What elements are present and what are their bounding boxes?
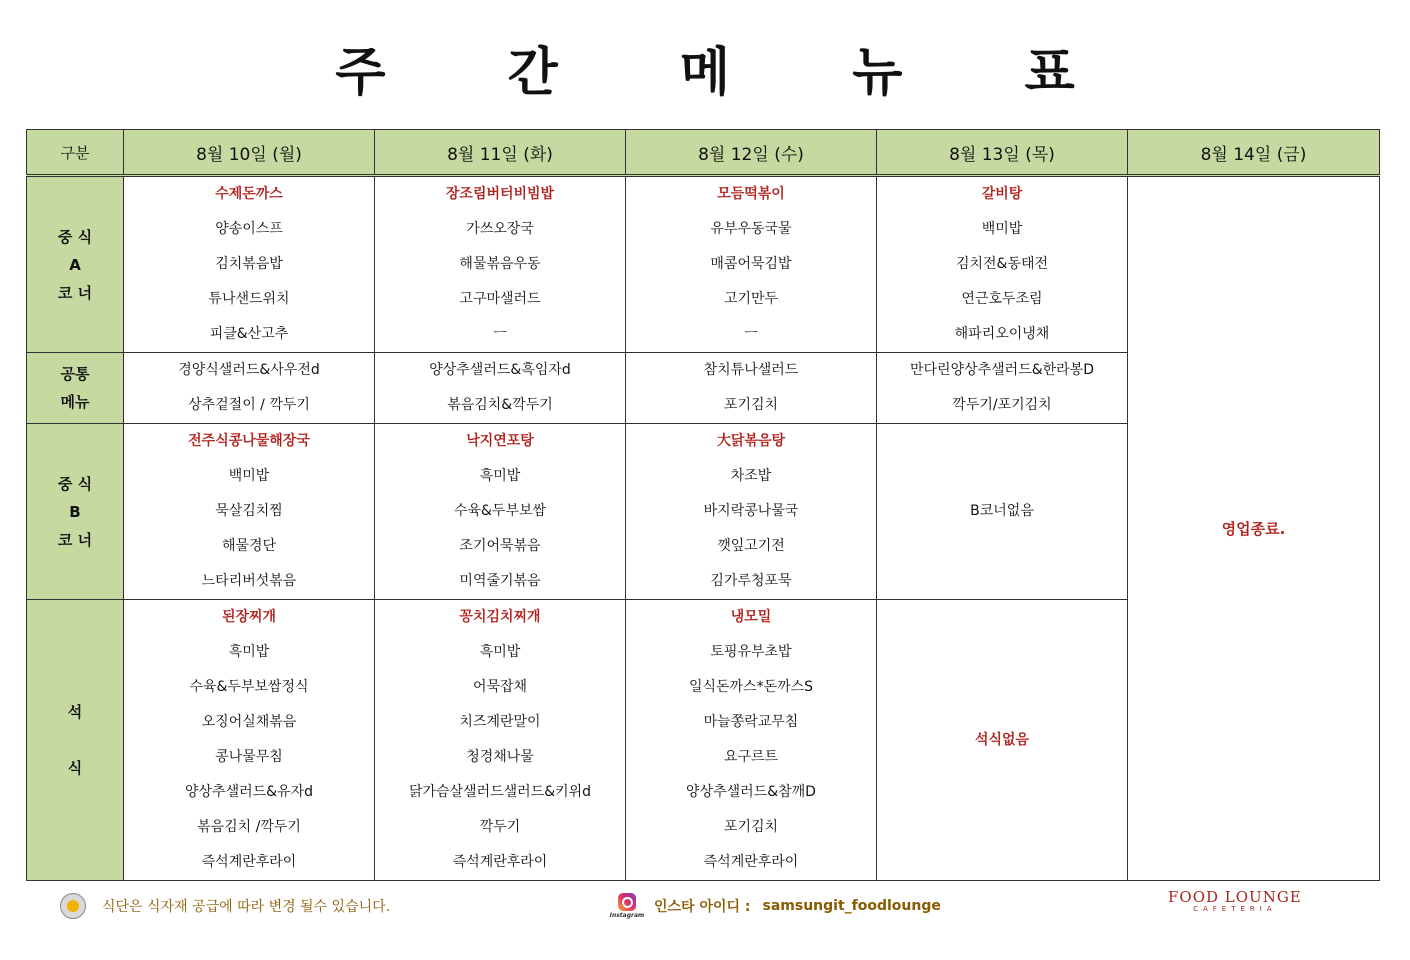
label-line: A [69,255,81,274]
menu-item: 깍두기/포기김치 [952,397,1052,413]
instagram-id[interactable]: samsungit_foodlounge [762,898,941,914]
label-line: B [69,502,81,521]
menu-item: 느타리버섯볶음 [201,573,297,589]
menu-item: 백미밥 [228,468,270,484]
menu-item: 조기어묵볶음 [459,538,541,554]
label-line: 중 식 [57,474,93,493]
label-line: 중 식 [57,227,93,246]
brand-name: FOOD LOUNGE [1168,888,1302,906]
menu-item: ㅡ [744,326,758,342]
menu-item: 깍두기 [479,819,521,835]
label-line: 식 [67,759,83,777]
menu-item: 바지락콩나물국 [703,503,799,519]
cell-common-wed [626,353,877,424]
menu-item: 요구르트 [723,749,779,765]
menu-item: 김치전&동태전 [955,256,1049,272]
cell-dinner-tue [375,600,626,881]
cell-lunch-b-wed [626,424,877,600]
label-lunch-a [27,176,124,353]
cell-dinner-mon [124,600,375,881]
cell-common-thu [877,353,1128,424]
label-line: 메뉴 [60,393,90,411]
menu-item: 포기김치 [723,397,779,413]
menu-item: 경양식샐러드&사우전d [178,362,320,378]
menu-item: 김치볶음밥 [215,256,283,272]
menu-item: 볶음김치 /깍두기 [197,819,301,835]
main-dish: 갈비탕 [981,186,1023,202]
menu-item: 치즈계란말이 [459,714,541,730]
menu-item: 양상추샐러드&유자d [185,784,313,800]
main-dish: 장조림버터비빔밥 [445,186,555,202]
menu-item: 청경채나물 [466,749,534,765]
menu-item: 해물경단 [221,538,277,554]
header-gubun: 구분 [27,130,124,176]
brand-subtitle: CAFETERIA [1193,905,1277,913]
instagram-wordmark: Instagram [609,912,645,919]
menu-item: 양상추샐러드&흑임자d [429,362,571,378]
menu-item: 토핑유부초밥 [710,644,792,660]
menu-item: 백미밥 [981,221,1023,237]
menu-item: 수육&두부보쌈 [453,503,547,519]
header-row [27,130,1380,176]
b-corner-none-note: B코너없음 [970,503,1034,519]
weekly-menu-table [26,129,1380,881]
instagram-glyph-icon [618,893,636,911]
brand-logo [1168,888,1302,924]
menu-item: 즉석계란후라이 [201,854,297,870]
cell-common-mon [124,353,375,424]
dinner-none-note: 석식없음 [974,731,1030,748]
menu-item: 포기김치 [723,819,779,835]
label-common [27,353,124,424]
menu-item: 연근호두조림 [961,291,1043,307]
menu-item: 가쓰오장국 [466,221,534,237]
menu-item: 상추겉절이 / 깍두기 [188,397,310,413]
menu-item: 마늘쫑락교무침 [703,714,799,730]
footer-notice [60,888,390,924]
label-line: 석 [67,703,83,721]
header-day-tue: 8월 11일 (화) [375,130,626,176]
label-line: 코 너 [57,283,93,302]
main-dish: 냉모밀 [730,609,772,625]
cell-friday [1128,176,1380,881]
label-line [27,726,123,754]
egg-icon [60,893,86,919]
friday-closed-note: 영업종료. [1221,520,1286,538]
label-line: 코 너 [57,530,93,549]
menu-item: 오징어실채볶음 [201,714,297,730]
menu-item: 만다린양상추샐러드&한라봉D [910,362,1094,378]
cell-lunch-b-mon [124,424,375,600]
menu-item: 해물볶음우동 [459,256,541,272]
cell-lunch-a-thu [877,176,1128,353]
menu-item: 양상추샐러드&참깨D [686,784,816,800]
menu-item: 수육&두부보쌈정식 [189,679,309,695]
menu-item: 양송이스프 [215,221,283,237]
menu-item: 닭가슴살샐러드샐러드&키위d [408,784,592,800]
main-dish: 수제돈까스 [215,186,283,202]
label-dinner [27,600,124,881]
main-dish: 낙지연포탕 [466,433,534,449]
header-day-fri: 8월 14일 (금) [1128,130,1380,176]
header-day-wed: 8월 12일 (수) [626,130,877,176]
cell-lunch-b-tue [375,424,626,600]
menu-item: 깻잎고기전 [717,538,785,554]
menu-item: 흑미밥 [479,468,521,484]
header-day-mon: 8월 10일 (월) [124,130,375,176]
instagram-icon [609,893,645,919]
label-lunch-b [27,424,124,600]
menu-item: 피클&산고추 [209,326,289,342]
cell-lunch-b-thu [877,424,1128,600]
cell-lunch-a-tue [375,176,626,353]
menu-item: ㅡ [493,326,507,342]
cell-lunch-a-wed [626,176,877,353]
main-dish: 모듬떡볶이 [717,186,785,202]
page-title: 주 간 메 뉴 표 [335,43,1127,103]
menu-item: 김가루청포묵 [710,573,792,589]
main-dish: 된장찌개 [221,609,277,625]
menu-item: 흑미밥 [479,644,521,660]
cell-common-tue [375,353,626,424]
menu-item: 볶음김치&깍두기 [447,397,553,413]
menu-item: 고기만두 [723,291,779,307]
instagram-label: 인스타 아이디 : [654,899,751,915]
header-day-thu: 8월 13일 (목) [877,130,1128,176]
label-line: 공통 [60,365,90,383]
cell-lunch-a-mon [124,176,375,353]
menu-item: 고구마샐러드 [459,291,541,307]
menu-item: 묵살김치찜 [215,503,283,519]
footer-instagram [609,888,941,924]
footer-notice-text: 식단은 식자재 공급에 따라 변경 될수 있습니다. [102,899,391,915]
menu-item: 어묵잡채 [472,679,528,695]
main-dish: 전주식콩나물해장국 [188,433,310,449]
menu-item: 유부우동국물 [710,221,792,237]
menu-item: 일식돈까스*돈까스S [688,679,814,695]
row-lunch-a [27,176,1380,353]
cell-dinner-thu [877,600,1128,881]
menu-item: 즉석계란후라이 [452,854,548,870]
menu-item: 튜나샌드위치 [208,291,290,307]
menu-item: 흑미밥 [228,644,270,660]
menu-item: 참치튜나샐러드 [703,362,799,378]
menu-item: 미역줄기볶음 [459,573,541,589]
menu-item: 매콤어묵김밥 [710,256,792,272]
menu-item: 차조밥 [730,468,772,484]
menu-item: 해파리오이냉채 [954,326,1050,342]
menu-item: 즉석계란후라이 [703,854,799,870]
main-dish: 꽁치김치찌개 [459,609,541,625]
main-dish: 大닭볶음탕 [716,433,786,449]
cell-dinner-wed [626,600,877,881]
menu-item: 콩나물무침 [215,749,283,765]
